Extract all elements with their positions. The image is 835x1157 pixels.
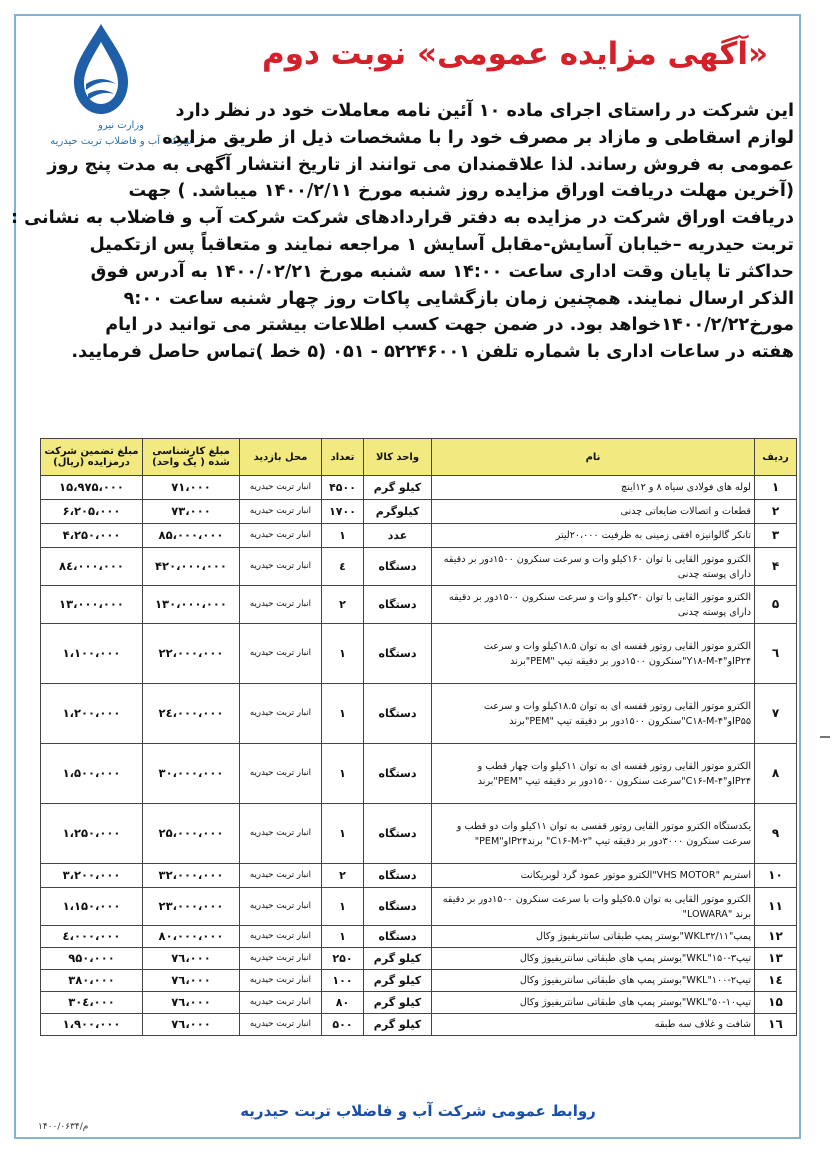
item-expert-price: ۷٦،۰۰۰ xyxy=(143,992,240,1014)
item-quantity: ۱ xyxy=(322,684,364,744)
row-index: ۱۱ xyxy=(755,888,797,926)
row-index: ۱ xyxy=(755,476,797,500)
item-unit: کیلو گرم xyxy=(364,970,432,992)
item-visit-place: انبار تربت حیدریه xyxy=(240,948,322,970)
item-visit-place: انبار تربت حیدریه xyxy=(240,888,322,926)
item-expert-price: ۷٦،۰۰۰ xyxy=(143,948,240,970)
item-unit: کیلو گرم xyxy=(364,992,432,1014)
item-expert-price: ۷٦،۰۰۰ xyxy=(143,970,240,992)
item-expert-price: ۳۲،۰۰۰،۰۰۰ xyxy=(143,864,240,888)
table-row xyxy=(41,500,797,524)
item-quantity: ٤ xyxy=(322,548,364,586)
table-row xyxy=(41,1014,797,1036)
item-expert-price: ۲۵،۰۰۰،۰۰۰ xyxy=(143,804,240,864)
row-index: ۷ xyxy=(755,684,797,744)
header-bond: مبلغ تضمین شرکت درمزایده (ریال) xyxy=(41,439,143,476)
item-bond-amount: ۱،۱۵۰،۰۰۰ xyxy=(41,888,143,926)
table-row xyxy=(41,476,797,500)
header-name: نام xyxy=(432,439,755,476)
item-bond-amount: ۸٤،۰۰۰،۰۰۰ xyxy=(41,548,143,586)
table-row xyxy=(41,744,797,804)
item-name: تانکر گالوانیزه افقی زمینی به ظرفیت ۲۰،۰۰۰لیتر xyxy=(432,524,755,548)
row-index: ۲ xyxy=(755,500,797,524)
item-unit: کیلو گرم xyxy=(364,476,432,500)
item-visit-place: انبار تربت حیدریه xyxy=(240,744,322,804)
table-row xyxy=(41,586,797,624)
item-bond-amount: ۱،۲۵۰،۰۰۰ xyxy=(41,804,143,864)
item-unit: دستگاه xyxy=(364,624,432,684)
table-row xyxy=(41,804,797,864)
body-line: لوازم اسقاطی و مازاد بر مصرف خود را با مشخصات ذیل از طریق مزایده xyxy=(162,127,794,148)
row-index: ۱۵ xyxy=(755,992,797,1014)
body-line: تربت حیدریه –خیابان آسایش-مقابل آسایش ۱ مراجعه نمایند و متعاقباً پس ازتکمیل xyxy=(89,234,794,255)
item-unit: کیلو گرم xyxy=(364,1014,432,1036)
table-row xyxy=(41,624,797,684)
item-quantity: ۱ xyxy=(322,926,364,948)
item-expert-price: ۸۰،۰۰۰،۰۰۰ xyxy=(143,926,240,948)
item-name: قطعات و اتصالات ضایعاتی چدنی xyxy=(432,500,755,524)
items-table xyxy=(40,438,797,1036)
item-quantity: ۴۵۰۰ xyxy=(322,476,364,500)
item-name: الکترو موتور القایی روتور قفسه ای به توان ۱۸.۵کیلو وات و سرعت IP۲۴و"Y۱۸-M-۴"سنکرون ۱۵۰۰دور بر دقیقه تیپ "PEM"برند xyxy=(432,624,755,684)
row-index: ۹ xyxy=(755,804,797,864)
table-row xyxy=(41,992,797,1014)
table-row xyxy=(41,970,797,992)
item-unit: کیلوگرم xyxy=(364,500,432,524)
row-index: ۵ xyxy=(755,586,797,624)
margin-mark xyxy=(820,736,830,738)
item-expert-price: ۷۳،۰۰۰ xyxy=(143,500,240,524)
item-name: تیپ۳-۱۵۰"WKL"بوستر پمپ های طبقاتی سانتریفیوژ وکال xyxy=(432,948,755,970)
item-name: الکترو موتور القایی روتور قفسه ای به توان ۱۱کیلو وات چهار قطب و IP۲۴و"C۱۶-M-۴"سرعت سنکرون ۱۵۰۰دور بر دقیقه تیپ "PEM"برند xyxy=(432,744,755,804)
table-row xyxy=(41,926,797,948)
body-line: حداکثر تا پایان وقت اداری ساعت ۱۴:۰۰ سه شنبه مورخ ۱۴۰۰/۰۲/۲۱ به آدرس فوق xyxy=(90,261,794,282)
item-visit-place: انبار تربت حیدریه xyxy=(240,1014,322,1036)
body-line: این شرکت در راستای اجرای ماده ۱۰ آئین نامه معاملات خود در نظر دارد xyxy=(175,101,794,121)
item-bond-amount: ۴،۲۵۰،۰۰۰ xyxy=(41,524,143,548)
item-unit: دستگاه xyxy=(364,586,432,624)
table-body xyxy=(41,476,797,1036)
item-unit: دستگاه xyxy=(364,864,432,888)
row-index: ۱٦ xyxy=(755,1014,797,1036)
item-unit: دستگاه xyxy=(364,926,432,948)
item-expert-price: ۲۳،۰۰۰،۰۰۰ xyxy=(143,888,240,926)
item-expert-price: ۱۳۰،۰۰۰،۰۰۰ xyxy=(143,586,240,624)
item-bond-amount: ۱،۵۰۰،۰۰۰ xyxy=(41,744,143,804)
item-quantity: ۲ xyxy=(322,586,364,624)
table-row xyxy=(41,548,797,586)
item-bond-amount: ۶،۲۰۵،۰۰۰ xyxy=(41,500,143,524)
table-row xyxy=(41,864,797,888)
item-bond-amount: ٤،۰۰۰،۰۰۰ xyxy=(41,926,143,948)
item-unit: دستگاه xyxy=(364,684,432,744)
row-index: ۳ xyxy=(755,524,797,548)
item-visit-place: انبار تربت حیدریه xyxy=(240,684,322,744)
item-quantity: ۱ xyxy=(322,524,364,548)
item-expert-price: ۲٤،۰۰۰،۰۰۰ xyxy=(143,684,240,744)
item-visit-place: انبار تربت حیدریه xyxy=(240,548,322,586)
item-bond-amount: ۱،۲۰۰،۰۰۰ xyxy=(41,684,143,744)
item-bond-amount: ۳۰٤،۰۰۰ xyxy=(41,992,143,1014)
item-quantity: ۸۰ xyxy=(322,992,364,1014)
item-name: استریم "VHS MOTOR"الکترو موتور عمود گرد لوبریکانت xyxy=(432,864,755,888)
table-row xyxy=(41,684,797,744)
item-expert-price: ۳۰،۰۰۰،۰۰۰ xyxy=(143,744,240,804)
row-index: ۱٤ xyxy=(755,970,797,992)
item-unit: دستگاه xyxy=(364,888,432,926)
item-name: الکترو موتور القایی با توان ۳۰کیلو وات و سرعت سنکرون ۱۵۰۰دور بر دقیقه دارای پوسته چدنی xyxy=(432,586,755,624)
row-index: ۱۰ xyxy=(755,864,797,888)
ministry-name: وزارت نیرو xyxy=(97,120,144,131)
item-expert-price: ۷۱،۰۰۰ xyxy=(143,476,240,500)
row-index: ۱۲ xyxy=(755,926,797,948)
item-unit: دستگاه xyxy=(364,548,432,586)
header-qty: تعداد xyxy=(322,439,364,476)
row-index: ۱۳ xyxy=(755,948,797,970)
table-row xyxy=(41,888,797,926)
item-name: پمپ"WKL۳۲/۱۱"بوستر پمپ طبقاتی سانتریفیوژ وکال xyxy=(432,926,755,948)
footer-public-relations: روابط عمومی شرکت آب و فاضلاب تربت حیدریه xyxy=(240,1102,596,1120)
item-visit-place: انبار تربت حیدریه xyxy=(240,970,322,992)
item-quantity: ۲۵۰ xyxy=(322,948,364,970)
item-bond-amount: ۳۸۰،۰۰۰ xyxy=(41,970,143,992)
row-index: ۴ xyxy=(755,548,797,586)
item-bond-amount: ۳،۲۰۰،۰۰۰ xyxy=(41,864,143,888)
header-unit: واحد کالا xyxy=(364,439,432,476)
item-visit-place: انبار تربت حیدریه xyxy=(240,586,322,624)
row-index: ٦ xyxy=(755,624,797,684)
item-visit-place: انبار تربت حیدریه xyxy=(240,500,322,524)
item-visit-place: انبار تربت حیدریه xyxy=(240,524,322,548)
body-line: الذکر ارسال نمایند. همچنین زمان بازگشایی پاکات روز چهار شنبه ساعت ۹:۰۰ xyxy=(123,288,794,309)
item-quantity: ۱ xyxy=(322,804,364,864)
body-line: دریافت اوراق شرکت در مزایده به دفتر قراردادهای شرکت شرکت آب و فاضلاب به نشانی : xyxy=(11,208,794,229)
item-quantity: ۲ xyxy=(322,864,364,888)
body-line: عمومی به فروش رساند. لذا علاقمندان می توانند از تاریخ انتشار آگهی به مدت پنج روز xyxy=(47,154,794,175)
item-name: الکترو موتور القایی روتور قفسه ای به توان ۱۸.۵کیلو وات و سرعت IP۵۵و"C۱۸-M-۴"سنکرون ۱۵۰۰دور بر دقیقه تیپ "PEM"برند xyxy=(432,684,755,744)
item-visit-place: انبار تربت حیدریه xyxy=(240,992,322,1014)
item-expert-price: ۲۲،۰۰۰،۰۰۰ xyxy=(143,624,240,684)
item-name: تیپ۲-۱۰۰"WKL"بوستر پمپ های طبقاتی سانتریفیوژ وکال xyxy=(432,970,755,992)
item-name: تیپ۱۰-۵۰"WKL"بوستر پمپ های طبقاتی سانتریفیوژ وکال xyxy=(432,992,755,1014)
table-row xyxy=(41,948,797,970)
item-unit: دستگاه xyxy=(364,744,432,804)
item-quantity: ۱۰۰ xyxy=(322,970,364,992)
item-visit-place: انبار تربت حیدریه xyxy=(240,926,322,948)
item-bond-amount: ۱۳،۰۰۰،۰۰۰ xyxy=(41,586,143,624)
item-quantity: ۵۰۰ xyxy=(322,1014,364,1036)
item-visit-place: انبار تربت حیدریه xyxy=(240,624,322,684)
notice-body xyxy=(11,98,794,366)
body-line: (آخرین مهلت دریافت اوراق مزایده روز شنبه مورخ ۱۴۰۰/۲/۱۱ میباشد. ) جهت xyxy=(128,181,794,202)
item-bond-amount: ۱،۹۰۰،۰۰۰ xyxy=(41,1014,143,1036)
table-header-row xyxy=(41,439,797,476)
body-line: مورخ۱۴۰۰/۲/۲۲خواهد بود. در ضمن جهت کسب اطلاعات بیشتر می توانید در ایام xyxy=(105,315,794,336)
item-quantity: ۱ xyxy=(322,744,364,804)
item-bond-amount: ۱۵،۹۷۵،۰۰۰ xyxy=(41,476,143,500)
page-title: «آگهی مزایده عمومی» نوبت دوم xyxy=(261,36,769,72)
item-name: یکدستگاه الکترو موتور القایی روتور قفسی به توان ۱۱کیلو وات دو قطب و سرعت سنکرون ۳۰۰۰دور بر دقیقه تیپ "C۱۶-M-۲" برندIP۲۴و"PEM" xyxy=(432,804,755,864)
item-name: الکترو موتور القایی با توان ۱۶۰کیلو وات و سرعت سنکرون ۱۵۰۰دور بر دقیقه دارای پوسته چدنی xyxy=(432,548,755,586)
item-unit: دستگاه xyxy=(364,804,432,864)
company-name: شرکت آب و فاضلاب تربت حیدریه xyxy=(50,136,192,147)
row-index: ۸ xyxy=(755,744,797,804)
item-unit: کیلو گرم xyxy=(364,948,432,970)
item-name: الکترو موتور القایی به توان ۵.۵کیلو وات با سرعت سنکرون ۱۵۰۰دور بر دقیقه برند "LOWARA" xyxy=(432,888,755,926)
item-bond-amount: ۱،۱۰۰،۰۰۰ xyxy=(41,624,143,684)
item-visit-place: انبار تربت حیدریه xyxy=(240,476,322,500)
item-visit-place: انبار تربت حیدریه xyxy=(240,804,322,864)
table-row xyxy=(41,524,797,548)
item-unit: عدد xyxy=(364,524,432,548)
item-bond-amount: ۹۵۰،۰۰۰ xyxy=(41,948,143,970)
item-quantity: ۱۷۰۰ xyxy=(322,500,364,524)
item-expert-price: ۷٦،۰۰۰ xyxy=(143,1014,240,1036)
item-name: شافت و غلاف سه طبقه xyxy=(432,1014,755,1036)
header-place: محل بازدید xyxy=(240,439,322,476)
header-idx: ردیف xyxy=(755,439,797,476)
body-line: هفته در ساعات اداری با شماره تلفن ۵۲۲۴۶۰۰۱ - ۰۵۱ (۵ خط )تماس حاصل فرمایید. xyxy=(71,342,794,363)
item-quantity: ۱ xyxy=(322,624,364,684)
header-price: مبلغ کارشناسی شده ( یک واحد) xyxy=(143,439,240,476)
item-name: لوله های فولادی سیاه ۸ و ۱۲اینچ xyxy=(432,476,755,500)
item-expert-price: ۸۵،۰۰۰،۰۰۰ xyxy=(143,524,240,548)
item-quantity: ۱ xyxy=(322,888,364,926)
item-expert-price: ۴۲۰،۰۰۰،۰۰۰ xyxy=(143,548,240,586)
document-code: م/۱۴۰۰/۰۶۳۴ xyxy=(38,1122,89,1132)
item-visit-place: انبار تربت حیدریه xyxy=(240,864,322,888)
